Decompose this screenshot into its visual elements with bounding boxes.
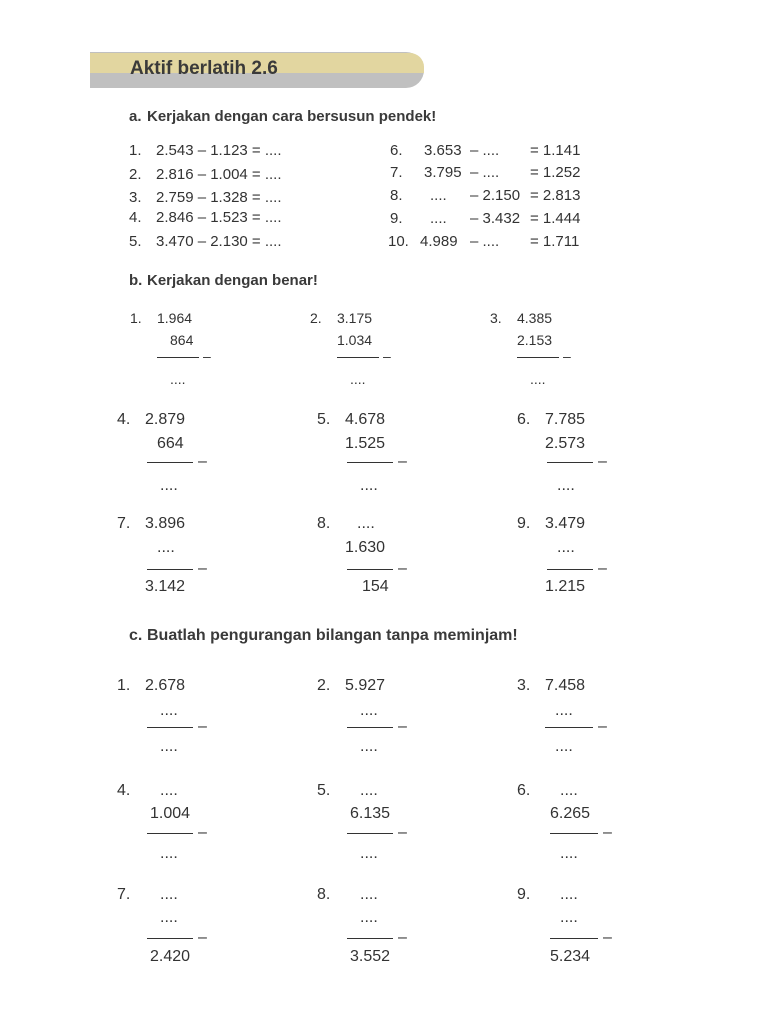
problem-number: 5.: [317, 411, 331, 428]
exercise-result: = 1.141: [530, 142, 581, 159]
problem-top-number: 7.785: [545, 411, 586, 428]
problem-top-number: ....: [360, 886, 378, 903]
problem-line: [147, 833, 193, 834]
minus-sign: –: [398, 718, 407, 735]
problem-top-number: 7.458: [545, 677, 586, 694]
problem-number: 2.: [317, 677, 331, 694]
exercise-number: 7.: [390, 164, 403, 181]
problem-top-number: ....: [560, 886, 578, 903]
problem-middle-number: 2.573: [545, 435, 586, 452]
problem-number: 9.: [517, 886, 531, 903]
problem-middle-number: ....: [157, 539, 175, 556]
problem-line: [147, 569, 193, 570]
problem-number: 9.: [517, 515, 531, 532]
exercise-operand-a: 4.989: [420, 233, 458, 250]
problem-answer: ....: [360, 738, 378, 755]
problem-c-2: [317, 677, 487, 761]
exercise-number: 3.: [129, 189, 142, 206]
exercise-result: = 2.813: [530, 187, 581, 204]
problem-answer: ....: [360, 477, 378, 494]
section-c-heading: [129, 627, 518, 645]
problem-b-9: [517, 515, 687, 599]
problem-number: 4.: [117, 411, 131, 428]
exercise-expression: 2.759 – 1.328 = ....: [156, 189, 282, 206]
section-b-title: Kerjakan dengan benar!: [147, 272, 318, 289]
problem-answer: ....: [555, 738, 573, 755]
problem-top-number: ....: [160, 886, 178, 903]
minus-sign: –: [203, 348, 211, 364]
minus-sign: –: [603, 824, 612, 841]
problem-top-number: 4.678: [345, 411, 386, 428]
minus-sign: –: [398, 560, 407, 577]
section-a-title: Kerjakan dengan cara bersusun pendek!: [147, 108, 437, 125]
problem-line: [347, 833, 393, 834]
problem-middle-number: ....: [560, 909, 578, 926]
problem-top-number: 2.879: [145, 411, 186, 428]
minus-sign: –: [198, 560, 207, 577]
problem-c-1: [117, 677, 287, 761]
problem-middle-number: 664: [157, 435, 184, 452]
section-a-letter: a.: [129, 108, 142, 125]
problem-b-8: [317, 515, 487, 599]
problem-middle-number: 1.004: [150, 805, 191, 822]
minus-sign: –: [398, 929, 407, 946]
section-a-heading: [129, 108, 436, 125]
exercise-operand-b: – 3.432: [470, 210, 521, 227]
section-c-title: Buatlah pengurangan bilangan tanpa meminjam!: [147, 627, 518, 644]
problem-answer: ....: [160, 477, 178, 494]
problem-top-number: 3.479: [545, 515, 586, 532]
problem-top-number: 1.964: [157, 310, 193, 326]
section-b-heading: [129, 272, 318, 289]
exercise-number: 2.: [129, 166, 142, 183]
page-title: Aktif berlatih 2.6: [130, 58, 278, 79]
problem-number: 8.: [317, 515, 331, 532]
problem-top-number: ....: [560, 782, 578, 799]
minus-sign: –: [563, 348, 571, 364]
minus-sign: –: [198, 824, 207, 841]
problem-middle-number: 1.525: [345, 435, 386, 452]
problem-answer: 2.420: [150, 948, 191, 965]
problem-answer: 3.142: [145, 578, 186, 595]
problem-answer: ....: [160, 845, 178, 862]
problem-line: [147, 938, 193, 939]
problem-answer: ....: [557, 477, 575, 494]
problem-middle-number: 1.630: [345, 539, 386, 556]
problem-line: [337, 357, 379, 358]
problem-middle-number: ....: [360, 909, 378, 926]
exercise-number: 6.: [390, 142, 403, 159]
minus-sign: –: [198, 453, 207, 470]
exercise-operand-a: 3.653: [424, 142, 462, 159]
exercise-result: = 1.444: [530, 210, 581, 227]
exercise-result: = 1.252: [530, 164, 581, 181]
problem-number: 6.: [517, 782, 531, 799]
problem-line: [550, 833, 598, 834]
exercise-operand-a: 3.795: [424, 164, 462, 181]
problem-number: 5.: [317, 782, 331, 799]
problem-b-6: [517, 411, 687, 495]
minus-sign: –: [383, 348, 391, 364]
minus-sign: –: [603, 929, 612, 946]
problem-b-2: [310, 310, 480, 394]
problem-line: [347, 569, 393, 570]
problem-line: [547, 462, 593, 463]
problem-top-number: 4.385: [517, 310, 553, 326]
problem-top-number: 3.896: [145, 515, 186, 532]
problem-answer: 154: [362, 578, 389, 595]
problem-line: [147, 727, 193, 728]
problem-number: 1.: [117, 677, 131, 694]
exercise-number: 1.: [129, 142, 142, 159]
problem-middle-number: 6.265: [550, 805, 591, 822]
exercise-number: 5.: [129, 233, 142, 250]
minus-sign: –: [398, 824, 407, 841]
problem-middle-number: ....: [557, 539, 575, 556]
exercise-operand-b: – ....: [470, 233, 500, 250]
problem-middle-number: ....: [160, 909, 178, 926]
problem-b-7: [117, 515, 287, 599]
problem-c-3: [517, 677, 687, 761]
problem-top-number: 3.175: [337, 310, 373, 326]
section-c-letter: c.: [129, 627, 143, 644]
problem-c-5: [317, 782, 487, 866]
problem-number: 4.: [117, 782, 131, 799]
problem-top-number: ....: [360, 782, 378, 799]
problem-line: [545, 727, 593, 728]
problem-b-1: [130, 310, 300, 394]
problem-number: 2.: [310, 310, 322, 326]
problem-number: 6.: [517, 411, 531, 428]
problem-top-number: ....: [160, 782, 178, 799]
exercise-number: 10.: [388, 233, 409, 250]
problem-line: [550, 938, 598, 939]
exercise-operand-b: – ....: [470, 164, 500, 181]
problem-b-4: [117, 411, 287, 495]
problem-answer: ....: [170, 371, 186, 387]
problem-answer: ....: [350, 371, 366, 387]
problem-top-number: 2.678: [145, 677, 186, 694]
problem-number: 8.: [317, 886, 331, 903]
exercise-operand-b: – ....: [470, 142, 500, 159]
problem-b-5: [317, 411, 487, 495]
problem-number: 3.: [490, 310, 502, 326]
problem-line: [347, 462, 393, 463]
problem-middle-number: ....: [160, 702, 178, 719]
minus-sign: –: [598, 560, 607, 577]
problem-middle-number: ....: [360, 702, 378, 719]
problem-c-4: [117, 782, 287, 866]
problem-middle-number: 6.135: [350, 805, 391, 822]
problem-line: [517, 357, 559, 358]
exercise-number: 8.: [390, 187, 403, 204]
problem-answer: 3.552: [350, 948, 391, 965]
section-b-letter: b.: [129, 272, 143, 289]
problem-middle-number: 864: [170, 332, 194, 348]
exercise-expression: 3.470 – 2.130 = ....: [156, 233, 282, 250]
problem-top-number: ....: [357, 515, 375, 532]
exercise-operand-a: ....: [430, 187, 447, 204]
problem-c-8: [317, 886, 487, 970]
exercise-operand-b: – 2.150: [470, 187, 521, 204]
problem-answer: 1.215: [545, 578, 586, 595]
problem-top-number: 5.927: [345, 677, 386, 694]
exercise-expression: 2.816 – 1.004 = ....: [156, 166, 282, 183]
exercise-number: 9.: [390, 210, 403, 227]
problem-answer: ....: [560, 845, 578, 862]
problem-answer: 5.234: [550, 948, 591, 965]
problem-line: [347, 938, 393, 939]
exercise-result: = 1.711: [530, 233, 580, 250]
problem-answer: ....: [530, 371, 546, 387]
problem-c-7: [117, 886, 287, 970]
problem-number: 3.: [517, 677, 531, 694]
problem-answer: ....: [160, 738, 178, 755]
exercise-expression: 2.846 – 1.523 = ....: [156, 209, 282, 226]
minus-sign: –: [398, 453, 407, 470]
problem-number: 7.: [117, 886, 131, 903]
problem-middle-number: 1.034: [337, 332, 373, 348]
problem-middle-number: ....: [555, 702, 573, 719]
problem-b-3: [490, 310, 660, 394]
problem-c-9: [517, 886, 687, 970]
problem-line: [547, 569, 593, 570]
problem-line: [147, 462, 193, 463]
problem-number: 7.: [117, 515, 131, 532]
problem-middle-number: 2.153: [517, 332, 553, 348]
minus-sign: –: [598, 453, 607, 470]
problem-line: [347, 727, 393, 728]
exercise-operand-a: ....: [430, 210, 447, 227]
minus-sign: –: [198, 718, 207, 735]
problem-line: [157, 357, 199, 358]
problem-c-6: [517, 782, 687, 866]
minus-sign: –: [198, 929, 207, 946]
minus-sign: –: [598, 718, 607, 735]
problem-number: 1.: [130, 310, 142, 326]
exercise-number: 4.: [129, 209, 142, 226]
problem-answer: ....: [360, 845, 378, 862]
exercise-expression: 2.543 – 1.123 = ....: [156, 142, 282, 159]
